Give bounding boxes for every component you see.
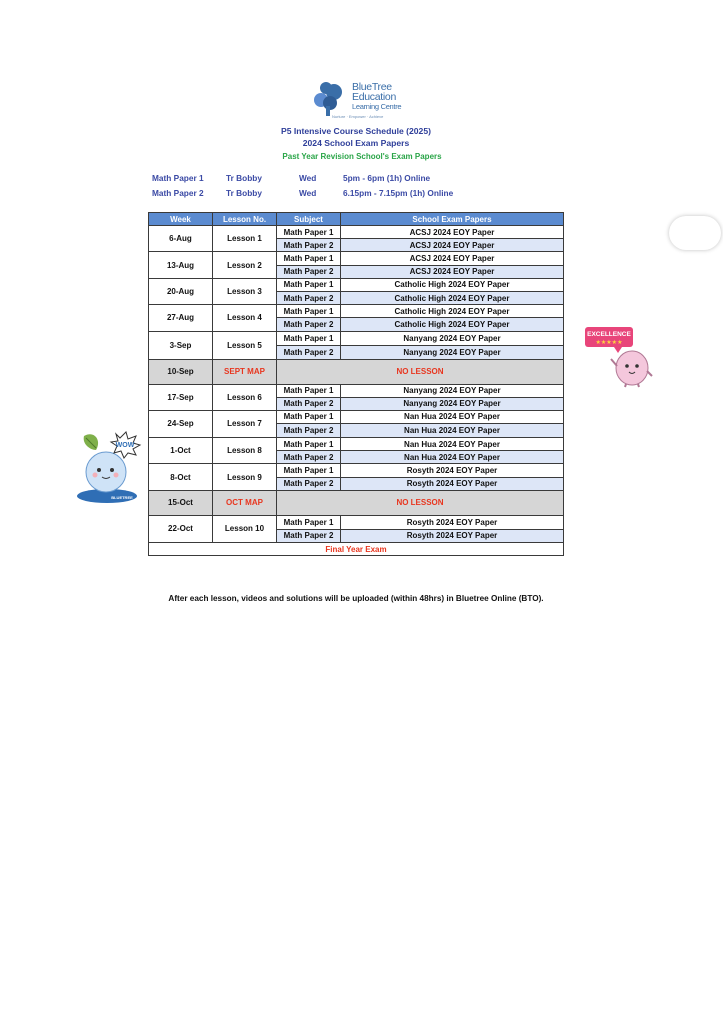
subject-cell: Math Paper 2 xyxy=(277,345,341,359)
excellence-text: EXCELLENCE xyxy=(587,331,631,338)
lesson-cell: Lesson 8 xyxy=(213,438,277,464)
paper-cell: Rosyth 2024 EOY Paper xyxy=(341,529,564,542)
lesson-schedule-table xyxy=(148,212,564,556)
paper-cell: ACSJ 2024 EOY Paper xyxy=(341,239,564,252)
paper-cell: ACSJ 2024 EOY Paper xyxy=(341,252,564,265)
no-lesson-note: NO LESSON xyxy=(277,490,564,515)
logo-tagline: Nurture · Empower · Achieve xyxy=(332,114,384,119)
lesson-cell: Lesson 1 xyxy=(213,226,277,252)
paper-cell: Nanyang 2024 EOY Paper xyxy=(341,384,564,397)
subject-cell: Math Paper 1 xyxy=(277,278,341,291)
table-header-row xyxy=(149,213,564,226)
week-cell: 17-Sep xyxy=(149,384,213,410)
subject-cell: Math Paper 2 xyxy=(277,477,341,490)
table-row xyxy=(149,278,564,291)
wow-text: WOW xyxy=(115,442,135,449)
week-cell: 10-Sep xyxy=(149,359,213,384)
paper-cell: Nanyang 2024 EOY Paper xyxy=(341,331,564,345)
week-cell: 20-Aug xyxy=(149,278,213,304)
subject-cell: Math Paper 2 xyxy=(277,318,341,331)
table-row xyxy=(149,384,564,397)
upload-note: After each lesson, videos and solutions will be uploaded (within 48hrs) in Bluetree Online (BTO). xyxy=(168,594,544,603)
paper-cell: Nan Hua 2024 EOY Paper xyxy=(341,424,564,438)
logo-line-3: Learning Centre xyxy=(352,102,402,111)
subject-cell: Math Paper 1 xyxy=(277,305,341,318)
subject-cell: Math Paper 1 xyxy=(277,384,341,397)
paper-cell: ACSJ 2024 EOY Paper xyxy=(341,226,564,239)
paper-cell: Nanyang 2024 EOY Paper xyxy=(341,345,564,359)
schedule-day: Wed xyxy=(299,173,317,183)
schedule-subject: Math Paper 1 xyxy=(152,173,204,183)
schedule-day: Wed xyxy=(299,188,317,198)
excellence-mascot-sticker-icon xyxy=(584,326,656,388)
subject-cell: Math Paper 1 xyxy=(277,331,341,345)
no-lesson-row xyxy=(149,490,564,515)
stars-text: ★★★★★ xyxy=(595,339,623,346)
subject-cell: Math Paper 2 xyxy=(277,451,341,464)
paper-cell: Rosyth 2024 EOY Paper xyxy=(341,515,564,529)
subject-cell: Math Paper 1 xyxy=(277,252,341,265)
schedule-tutor: Tr Bobby xyxy=(226,188,262,198)
table-row xyxy=(149,515,564,529)
table-row xyxy=(149,226,564,239)
wow-mascot-sticker-icon xyxy=(76,430,144,504)
header-week: Week xyxy=(149,213,213,226)
paper-cell: Catholic High 2024 EOY Paper xyxy=(341,291,564,304)
week-cell: 15-Oct xyxy=(149,490,213,515)
table-row xyxy=(149,305,564,318)
header-subject: Subject xyxy=(277,213,341,226)
header-papers: School Exam Papers xyxy=(341,213,564,226)
subject-cell: Math Paper 1 xyxy=(277,464,341,477)
lesson-cell: Lesson 7 xyxy=(213,410,277,437)
subject-cell: Math Paper 1 xyxy=(277,438,341,451)
paper-cell: Rosyth 2024 EOY Paper xyxy=(341,464,564,477)
papers-title: 2024 School Exam Papers xyxy=(302,138,410,148)
paper-cell: Catholic High 2024 EOY Paper xyxy=(341,305,564,318)
paper-cell: Nan Hua 2024 EOY Paper xyxy=(341,438,564,451)
schedule-time: 6.15pm - 7.15pm (1h) Online xyxy=(343,188,454,198)
paper-cell: Rosyth 2024 EOY Paper xyxy=(341,477,564,490)
final-exam-cell: Final Year Exam xyxy=(149,543,564,556)
week-cell: 6-Aug xyxy=(149,226,213,252)
lesson-cell: Lesson 4 xyxy=(213,305,277,331)
no-lesson-note: NO LESSON xyxy=(277,359,564,384)
week-cell: 24-Sep xyxy=(149,410,213,437)
table-row xyxy=(149,438,564,451)
header-lesson: Lesson No. xyxy=(213,213,277,226)
schedule-subject: Math Paper 2 xyxy=(152,188,204,198)
schedule-time: 5pm - 6pm (1h) Online xyxy=(343,173,431,183)
paper-cell: Nan Hua 2024 EOY Paper xyxy=(341,451,564,464)
week-cell: 8-Oct xyxy=(149,464,213,490)
week-cell: 13-Aug xyxy=(149,252,213,278)
logo-wordmark xyxy=(352,82,401,111)
lesson-cell: Lesson 9 xyxy=(213,464,277,490)
side-bubble xyxy=(669,216,721,250)
lesson-cell: SEPT MAP xyxy=(213,359,277,384)
table-row xyxy=(149,252,564,265)
table-row xyxy=(149,464,564,477)
lesson-cell: Lesson 3 xyxy=(213,278,277,304)
table-row xyxy=(149,331,564,345)
week-cell: 1-Oct xyxy=(149,438,213,464)
final-exam-row xyxy=(149,543,564,556)
week-cell: 3-Sep xyxy=(149,331,213,359)
subject-cell: Math Paper 2 xyxy=(277,424,341,438)
table-row xyxy=(149,410,564,423)
paper-cell: Catholic High 2024 EOY Paper xyxy=(341,278,564,291)
paper-cell: Nanyang 2024 EOY Paper xyxy=(341,397,564,410)
paper-cell: Catholic High 2024 EOY Paper xyxy=(341,318,564,331)
lesson-cell: Lesson 10 xyxy=(213,515,277,542)
subject-cell: Math Paper 2 xyxy=(277,397,341,410)
lesson-cell: Lesson 5 xyxy=(213,331,277,359)
no-lesson-row xyxy=(149,359,564,384)
subject-cell: Math Paper 2 xyxy=(277,529,341,542)
subject-cell: Math Paper 1 xyxy=(277,226,341,239)
week-cell: 22-Oct xyxy=(149,515,213,542)
bluetree-logo xyxy=(312,78,422,120)
paper-cell: Nan Hua 2024 EOY Paper xyxy=(341,410,564,423)
paper-cell: ACSJ 2024 EOY Paper xyxy=(341,265,564,278)
lesson-cell: OCT MAP xyxy=(213,490,277,515)
subject-cell: Math Paper 1 xyxy=(277,515,341,529)
subject-cell: Math Paper 2 xyxy=(277,239,341,252)
lesson-cell: Lesson 2 xyxy=(213,252,277,278)
bluetree-badge-text: BLUETREE xyxy=(111,495,133,500)
schedule-tutor: Tr Bobby xyxy=(226,173,262,183)
logo-line-2: Education xyxy=(352,91,397,103)
subtitle: Past Year Revision School's Exam Papers xyxy=(282,152,442,161)
lesson-cell: Lesson 6 xyxy=(213,384,277,410)
tree-logo-icon xyxy=(312,78,352,118)
subject-cell: Math Paper 1 xyxy=(277,410,341,423)
logo-line-1: BlueTree xyxy=(352,81,392,93)
week-cell: 27-Aug xyxy=(149,305,213,331)
subject-cell: Math Paper 2 xyxy=(277,291,341,304)
course-title: P5 Intensive Course Schedule (2025) xyxy=(281,126,431,136)
subject-cell: Math Paper 2 xyxy=(277,265,341,278)
